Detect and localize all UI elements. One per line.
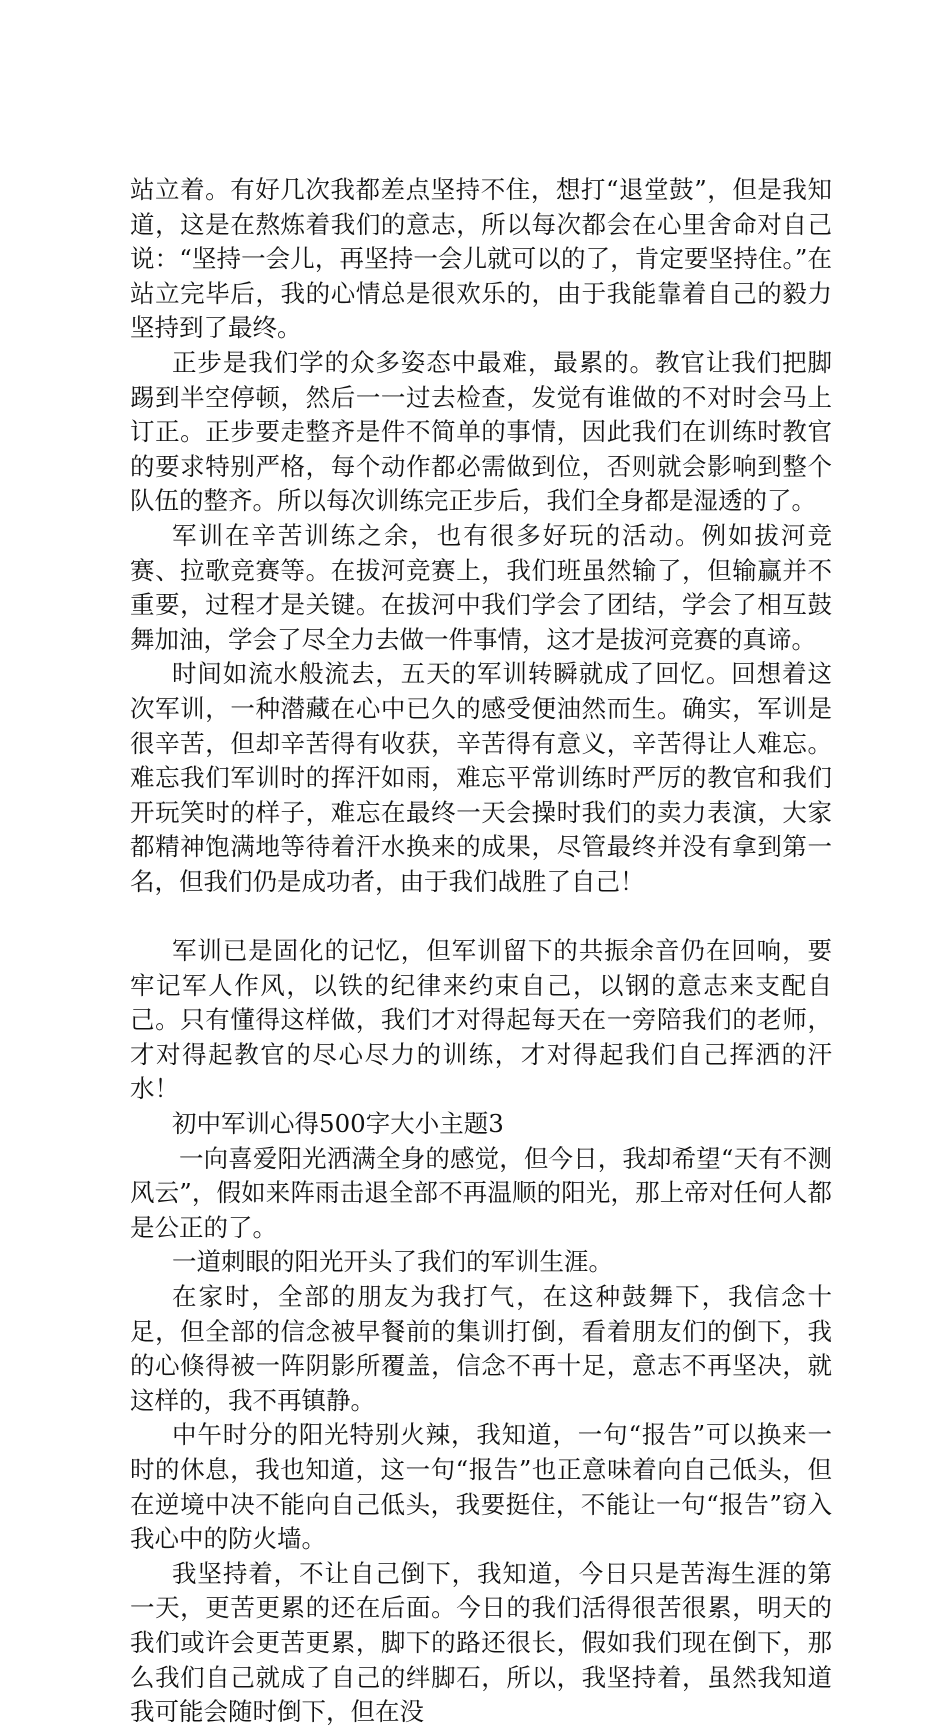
paragraph-goose-step: 正步是我们学的众多姿态中最难，最累的。教官让我们把脚踢到半空停顿，然后一一过去检查，发觉有谁做的不对时会马上订正。正步要走整齐是件不简单的事情，因此我们在训练时教官的要求特别严格，每个动作都必需做到位，否则就会影响到整个队伍的整齐。所以每次训练完正步后，我们全身都是湿透的了。: [130, 347, 832, 516]
paragraph-conclusion: 军训已是固化的记忆，但军训留下的共振余音仍在回响，要牢记军人作风，以铁的纪律来约束自己，以钢的意志来支配自己。只有懂得这样做，我们才对得起每天在一旁陪我们的老师，才对得起教官的尽心尽力的训练，才对得起我们自己挥洒的汗水！: [130, 936, 832, 1104]
paragraph-sunshine: 一向喜爱阳光洒满全身的感觉，但今日，我却希望“天有不测风云”，假如来阵雨击退全部不再温顺的阳光，那上帝对任何人都是公正的了。: [130, 1143, 832, 1242]
paragraph-standing: 站立着。有好几次我都差点坚持不住，想打“退堂鼓”，但是我知道，这是在熬炼着我们的意志，所以每次都会在心里舍命对自己说：“坚持一会儿，再坚持一会儿就可以的了，肯定要坚持住。”在站立完毕后，我的心情总是很欢乐的，由于我能靠着自己的毅力坚持到了最终。: [130, 175, 832, 343]
paragraph-at-home: 在家时，全部的朋友为我打气，在这种鼓舞下，我信念十足，但全部的信念被早餐前的集训打倒，看着朋友们的倒下，我的心倏得被一阵阴影所覆盖，信念不再十足，意志不再坚决，就这样的，我不再镇静。: [130, 1282, 832, 1415]
paragraph-persist: 我坚持着，不让自己倒下，我知道，今日只是苦海生涯的第一天，更苦更累的还在后面。今日的我们活得很苦很累，明天的我们或许会更苦更累，脚下的路还很长，假如我们现在倒下，那么我们自己就成了自己的绊脚石，所以，我坚持着，虽然我知道我可能会随时倒下，但在没: [130, 1558, 832, 1727]
paragraph-memories: 时间如流水般流去，五天的军训转瞬就成了回忆。回想着这次军训，一种潜藏在心中已久的感受便油然而生。确实，军训是很辛苦，但却辛苦得有收获，辛苦得有意义，辛苦得让人难忘。难忘我们军训时的挥汗如雨，难忘平常训练时严厉的教官和我们开玩笑时的样子，难忘在最终一天会操时我们的卖力表演，大家都精神饱满地等待着汗水换来的成果，尽管最终并没有拿到第一名，但我们仍是成功者，由于我们战胜了自己！: [130, 659, 832, 896]
paragraph-noon: 中午时分的阳光特别火辣，我知道，一句“报告”可以换来一时的休息，我也知道，这一句“报告”也正意味着向自己低头，但在逆境中决不能向自己低头，我要挺住，不能让一句“报告”窃入我心中的防火墙。: [130, 1420, 832, 1554]
blank-line: [130, 899, 832, 934]
section-heading: 初中军训心得500字大小主题3: [172, 1109, 504, 1139]
paragraph-start: 一道刺眼的阳光开头了我们的军训生涯。: [172, 1247, 613, 1277]
paragraph-activities: 军训在辛苦训练之余，也有很多好玩的活动。例如拔河竞赛、拉歌竞赛等。在拔河竞赛上，我们班虽然输了，但输赢并不重要，过程才是关键。在拔河中我们学会了团结，学会了相互鼓舞加油，学会了尽全力去做一件事情，这才是拔河竞赛的真谛。: [130, 520, 832, 654]
document-body: [130, 173, 832, 1730]
